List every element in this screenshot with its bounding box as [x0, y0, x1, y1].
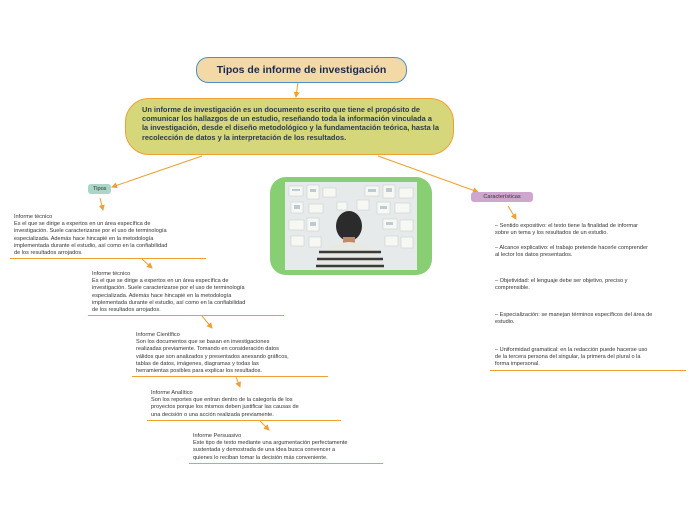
link-item3-item4: [236, 377, 240, 387]
caracteristicas-label: Características: [483, 194, 521, 200]
tipo-informe-tecnico-1: Informe técnico Es el que se dirige a expertos en un área específica de investigación. Suele caracterizarse por el uso de terminología especializada. Además hace hincapié en la metodología implementada durante el estudio, así como en la confiabilidad de los resultados arrojados.: [14, 214, 168, 257]
tipo-informe-analitico: Informe Analítico Son los reportes que entran dentro de la categoría de los proyectos porque los mismos deben justificar las causas de una decisión o una acción realizada previamente.: [151, 390, 299, 418]
link-item2-item3: [202, 316, 212, 328]
tipo-informe-persuasivo: Informe Persuasivo Este tipo de texto mediante una argumentación perfectamente sustentada y demostrada de una idea busca convencer a quienes lo reciban tomar la decisión más conveniente.: [193, 433, 348, 461]
caracteristica-especializacion: – Especialización: se manejan términos específicos del área de estudio.: [495, 312, 653, 326]
caracteristica-objetividad: – Objetividad: el lenguaje debe ser objetivo, preciso y comprensible.: [495, 278, 628, 292]
tipos-tag[interactable]: [88, 184, 111, 194]
link-item1-item2: [142, 259, 152, 268]
tipo-2-underline: [88, 315, 284, 316]
caracteristica-uniformidad: – Uniformidad gramatical: en la redacción puede hacerse uso de la tercera persona del singular, la primera del plural o la forma impersonal.: [495, 347, 648, 368]
tipo-informe-cientifico: Informe Científico Son los documentos que se basan en investigaciones realizadas previamente. Tomando en consideración datos válidos que son analizados y presentados anexando gráficos, tablas de datos, imágenes, diagramas y todas las herramientas posibles para explicar los resultados.: [136, 332, 289, 375]
definition-text: Un informe de investigación es un documento escrito que tiene el propósito de comunicar los hallazgos de un estudio, reseñando toda la información vinculada a la investigación, desde el diseño metodológico y la fundamentación teórica, hasta la recolección de datos y la interpretación de los resultados.: [142, 105, 439, 142]
tipo-4-underline: [147, 420, 341, 421]
link-carac-item1: [508, 206, 516, 219]
link-item4-item5: [260, 421, 269, 430]
link-title-definition: [296, 82, 298, 97]
caracteristicas-underline: [490, 370, 686, 371]
link-definition-tipos: [112, 156, 202, 187]
tipos-label: Tipos: [93, 186, 107, 192]
caracteristicas-tag[interactable]: [471, 192, 533, 202]
central-topic-label: Tipos de informe de investigación: [216, 64, 387, 76]
tipo-1-underline: [10, 258, 206, 259]
central-topic[interactable]: [196, 57, 407, 83]
person-viewing-wall-of-documents-icon: [285, 182, 417, 270]
definition-node[interactable]: [125, 98, 454, 155]
tipo-3-underline: [132, 376, 328, 377]
link-tipos-item1: [100, 198, 103, 210]
tipo-5-underline: [189, 463, 383, 464]
caracteristica-expositivo-explicativo: – Sentido expositivo: el texto tiene la finalidad de informar sobre un tema y los resultados de un estudio. – Alcance explicativo: el trabajo pretende hacerle comprender al lector los datos presentados.: [495, 223, 648, 258]
tipo-informe-tecnico-2: Informe técnico Es el que se dirige a expertos en un área específica de investigación. Suele caracterizarse por el uso de terminología especializada. Además hace hincapié en la metodología implementada durante el estudio, así como en la confiabilidad de los resultados arrojados.: [92, 271, 246, 314]
